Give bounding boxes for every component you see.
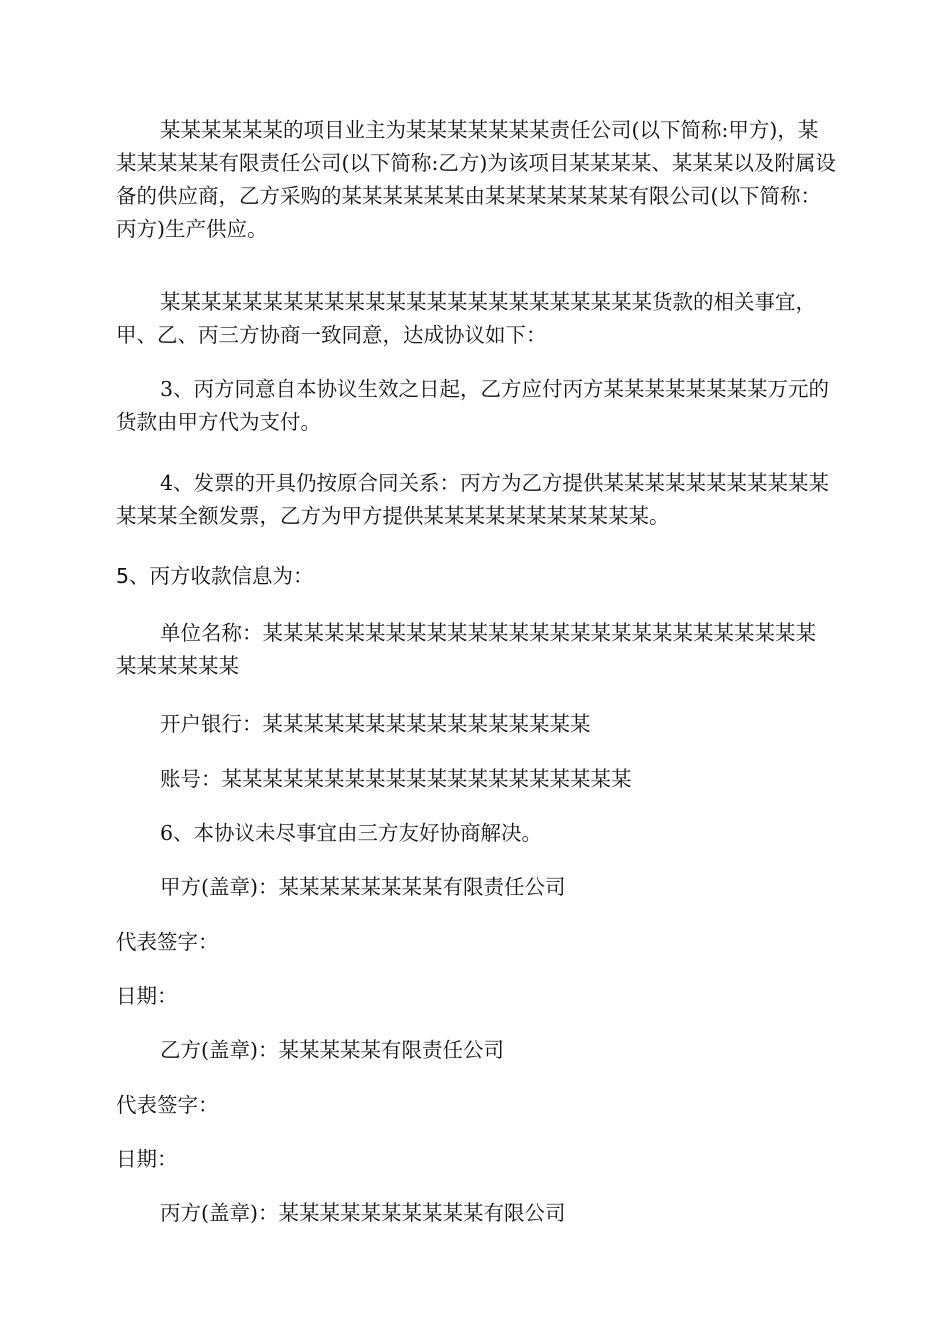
- party-b-signature: 代表签字：: [116, 1093, 219, 1117]
- payee-account: 账号：某某某某某某某某某某某某某某某某某某某某: [160, 767, 632, 791]
- party-a-date: 日期：: [116, 984, 178, 1008]
- clause-5: 5、丙方收款信息为：: [116, 564, 314, 588]
- party-a-signature: 代表签字：: [116, 930, 219, 954]
- party-b-seal: 乙方(盖章)：某某某某某有限责任公司: [160, 1038, 504, 1062]
- payee-bank: 开户银行：某某某某某某某某某某某某某某某某: [160, 712, 591, 736]
- clause-4: 4、发票的开具仍按原合同关系：丙方为乙方提供某某某某某某某某某某某某某某全额发票，乙方为甲方提供某某某某某某某某某某某。: [116, 471, 830, 528]
- paragraph-agreement-intro: 某某某某某某某某某某某某某某某某某某某某某某某某货款的相关事宜，甲、乙、丙三方协商一致同意，达成协议如下：: [116, 290, 816, 347]
- paragraph-parties-intro: 某某某某某某的项目业主为某某某某某某某责任公司(以下简称:甲方)，某某某某某某有限责任公司(以下简称:乙方)为该项目某某某某、某某某以及附属设备的供应商，乙方采购的某某某某某某由某某某某某某某有限公司(以下简称：丙方)生产供应。: [116, 118, 836, 241]
- party-b-date: 日期：: [116, 1147, 178, 1171]
- party-c-seal: 丙方(盖章)：某某某某某某某某某某有限公司: [160, 1201, 566, 1225]
- party-a-seal: 甲方(盖章)：某某某某某某某某有限责任公司: [160, 875, 566, 899]
- clause-6: 6、本协议未尽事宜由三方友好协商解决。: [160, 821, 543, 845]
- payee-unit-name: 单位名称：某某某某某某某某某某某某某某某某某某某某某某某某某某某某某某某某某: [116, 621, 816, 678]
- clause-3: 3、丙方同意自本协议生效之日起，乙方应付丙方某某某某某某某某万元的货款由甲方代为支付。: [116, 377, 830, 434]
